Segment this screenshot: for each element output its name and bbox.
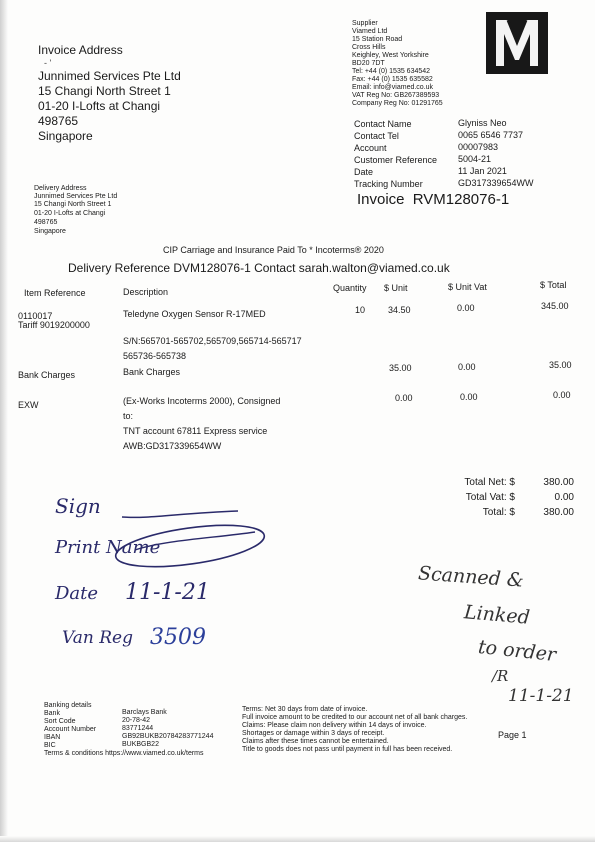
banking-label: BIC [44, 742, 56, 749]
supplier-line: Keighley, West Yorkshire [352, 52, 429, 59]
contact-value: 0065 6546 7737 [458, 130, 524, 140]
row-quantity: 10 [355, 305, 366, 315]
row-total: 35.00 [549, 360, 572, 370]
row-description: TNT account 67811 Express service [123, 426, 268, 436]
delivery-address-line: 15 Changi North Street 1 [34, 201, 112, 208]
row-tariff: Tariff 9019200000 [18, 320, 90, 330]
total-value: 380.00 [543, 507, 574, 518]
row-total: 345.00 [541, 301, 569, 311]
total-label: Total: $ [482, 507, 515, 518]
handwritten-van-reg-label: Van Reg [62, 628, 133, 648]
scan-bottom-shadow [0, 836, 595, 842]
terms-line: Shortages or damage within 3 days of receipt. [242, 730, 385, 737]
header-item-reference: Item Reference [24, 288, 86, 298]
handwritten-date-value: 11-1-21 [125, 580, 210, 605]
viamed-logo [486, 12, 548, 74]
supplier-line: Company Reg No: 01291765 [352, 100, 443, 107]
handwritten-note-line: Linked [463, 601, 531, 629]
invoice-address-heading: Invoice Address [38, 43, 123, 57]
invoice-address-line: Junnimed Services Pte Ltd [38, 69, 181, 83]
row-unit-vat: 0.00 [458, 362, 476, 372]
terms-link[interactable]: Terms & conditions https://www.viamed.co.uk/terms [44, 750, 204, 757]
banking-label: Account Number [44, 726, 97, 733]
invoice-title [357, 191, 509, 209]
contact-value: GD317339654WW [458, 178, 534, 188]
contact-value: 11 Jan 2021 [458, 166, 507, 176]
supplier-line: VAT Reg No: GB267389593 [352, 92, 440, 99]
header-unit-vat: $ Unit Vat [448, 282, 487, 292]
banking-value: 20-78-42 [122, 717, 151, 724]
total-net-value: 380.00 [543, 477, 574, 488]
contact-value: 00007983 [458, 142, 499, 152]
incoterms-line: CIP Carriage and Insurance Paid To * Incoterms® 2020 [163, 245, 384, 255]
delivery-address-line: 498765 [34, 219, 58, 226]
terms-line: Title to goods does not pass until payment in full has been received. [242, 746, 453, 753]
handwritten-van-reg-value: 3509 [150, 625, 206, 650]
supplier-line: Email: info@viamed.co.uk [352, 84, 434, 91]
delivery-address-line: Singapore [34, 228, 66, 235]
handwritten-note-initials: /R [492, 667, 509, 685]
invoice-label: Invoice [357, 191, 405, 208]
supplier-line: Cross Hills [352, 44, 386, 51]
contact-label: Customer Reference [354, 155, 438, 165]
viamed-logo-mark [486, 12, 548, 74]
row-item-reference: 0110017 [18, 311, 53, 321]
terms-line: Terms: Net 30 days from date of invoice. [242, 706, 368, 713]
row-description: AWB:GD317339654WW [123, 441, 222, 451]
handwritten-note-line: to order [477, 635, 558, 667]
banking-value: BUKBGB22 [122, 741, 159, 748]
handwritten-sign: Sign [55, 494, 101, 518]
row-description: Bank Charges [123, 367, 181, 377]
supplier-line: Supplier [352, 20, 378, 27]
handwritten-note-line: Scanned & [417, 562, 525, 592]
banking-label: Banking details [44, 702, 92, 709]
handwritten-date-label: Date [55, 583, 99, 604]
contact-value: Glyniss Neo [458, 118, 507, 128]
header-total: $ Total [540, 280, 567, 290]
header-description: Description [123, 287, 169, 297]
row-unit-vat: 0.00 [460, 392, 478, 402]
supplier-line: BD20 7DT [352, 60, 385, 67]
row-unit-vat: 0.00 [457, 303, 475, 313]
row-item-reference: EXW [18, 400, 39, 410]
contact-label: Contact Tel [354, 131, 399, 141]
terms-line: Full invoice amount to be credited to our account net of all bank charges. [242, 714, 468, 721]
supplier-line: Viamed Ltd [352, 28, 388, 35]
header-unit: $ Unit [384, 283, 408, 293]
banking-label: IBAN [44, 734, 61, 741]
contact-label: Contact Name [354, 119, 412, 129]
total-net-label: Total Net: $ [464, 477, 515, 488]
supplier-line: Fax: +44 (0) 1535 635582 [352, 76, 433, 83]
row-description: (Ex-Works Incoterms 2000), Consigned [123, 396, 281, 406]
scan-edge-shadow [0, 0, 8, 842]
scan-speck: - ' [44, 58, 52, 68]
row-unit: 35.00 [389, 363, 412, 373]
delivery-address-line: 01-20 I-Lofts at Changi [34, 210, 106, 217]
row-description: to: [123, 411, 134, 421]
supplier-line: Tel: +44 (0) 1535 634542 [352, 68, 431, 75]
invoice-address-line: 15 Changi North Street 1 [38, 84, 171, 98]
row-item-reference: Bank Charges [18, 370, 76, 380]
total-vat-value: 0.00 [554, 492, 574, 503]
row-unit: 34.50 [388, 305, 411, 315]
row-unit: 0.00 [395, 393, 413, 403]
row-description: 565736-565738 [123, 351, 187, 361]
contact-label: Tracking Number [354, 179, 423, 189]
contact-label: Date [354, 167, 374, 177]
row-description: Teledyne Oxygen Sensor R-17MED [123, 309, 266, 319]
row-description: S/N:565701-565702,565709,565714-565717 [123, 336, 302, 346]
banking-label: Bank [44, 710, 60, 717]
banking-value: Barclays Bank [122, 709, 167, 716]
handwritten-print-name: Print Name [55, 537, 161, 558]
banking-value: 83771244 [122, 725, 154, 732]
page-number: Page 1 [498, 730, 527, 740]
banking-label: Sort Code [44, 718, 76, 725]
delivery-address-line: Junnimed Services Pte Ltd [34, 193, 118, 200]
delivery-reference: Delivery Reference DVM128076-1 Contact sarah.walton@viamed.co.uk [68, 261, 450, 275]
contact-value: 5004-21 [458, 154, 492, 164]
delivery-address-line: Delivery Address [34, 185, 87, 192]
row-total: 0.00 [553, 390, 571, 400]
terms-line: Claims after these times cannot be entertained. [242, 738, 389, 745]
name-scribble-loop [105, 520, 270, 575]
invoice-address-line: Singapore [38, 129, 93, 143]
header-quantity: Quantity [333, 283, 367, 293]
contact-label: Account [354, 143, 387, 153]
invoice-address-line: 498765 [38, 114, 79, 128]
total-vat-label: Total Vat: $ [465, 492, 515, 503]
invoice-address-line: 01-20 I-Lofts at Changi [38, 99, 161, 113]
invoice-number: RVM128076-1 [412, 191, 510, 208]
supplier-line: 15 Station Road [352, 36, 403, 43]
handwritten-note-date: 11-1-21 [508, 686, 574, 706]
terms-line: Claims: Please claim non delivery within 14 days of invoice. [242, 722, 427, 729]
banking-value: GB92BUKB20784283771244 [122, 733, 214, 740]
